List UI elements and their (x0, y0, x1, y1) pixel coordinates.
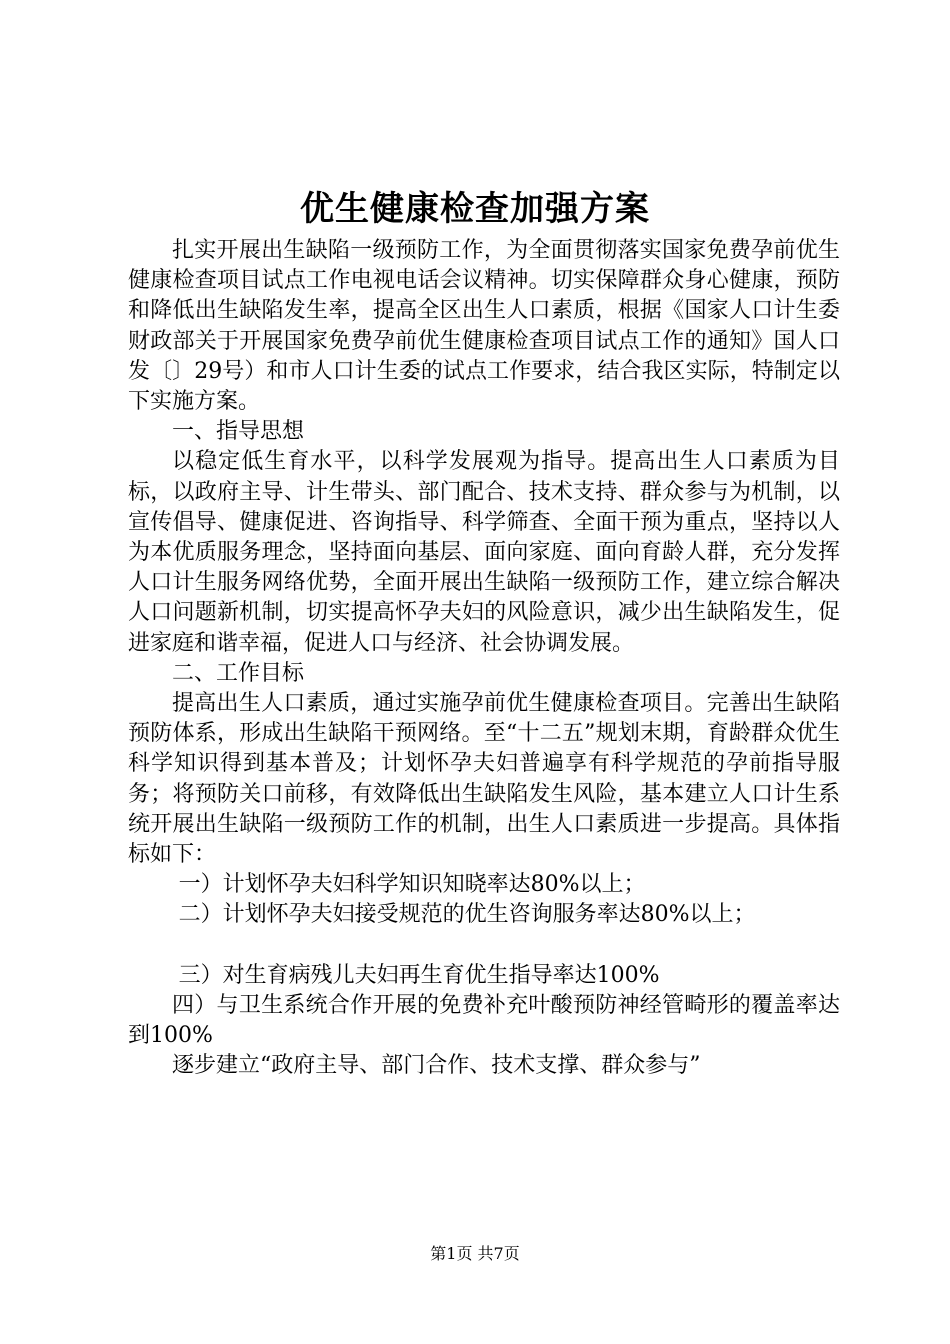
document-title: 优生健康检查加强方案 (300, 189, 650, 229)
closing-paragraph: 逐步建立“政府主导、部门合作、技术支撑、群众参与” (172, 1053, 701, 1079)
intro-paragraph: 扎实开展出生缺陷一级预防工作，为全面贯彻落实国家免费孕前优生健康检查项目试点工作电视电话会议精神。切实保障群众身心健康，预防和降低出生缺陷发生率，提高全区出生人口素质，根据《国家人口计生委财政部关于开展国家免费孕前优生健康检查项目试点工作的通知》国人口发〔〕29号）和市人口计生委的试点工作要求，结合我区实际，特制定以下实施方案。 (128, 238, 840, 415)
section-heading-work-goals: 二、工作目标 (172, 660, 305, 686)
section-heading-guiding-ideology: 一、指导思想 (172, 419, 305, 445)
page-footer: 第1页 共7页 (430, 1244, 520, 1263)
document-body (128, 236, 840, 1081)
guiding-ideology-paragraph: 以稳定低生育水平，以科学发展观为指导。提高出生人口素质为目标，以政府主导、计生带头、部门配合、技术支持、群众参与为机制，以宣传倡导、健康促进、咨询指导、科学筛查、全面干预为重点，坚持以人为本优质服务理念，坚持面向基层、面向家庭、面向育龄人群，充分发挥人口计生服务网络优势，全面开展出生缺陷一级预防工作，建立综合解决人口问题新机制，切实提高怀孕夫妇的风险意识，减少出生缺陷发生，促进家庭和谐幸福，促进人口与经济、社会协调发展。 (128, 449, 840, 656)
work-goals-paragraph: 提高出生人口素质，通过实施孕前优生健康检查项目。完善出生缺陷预防体系，形成出生缺陷干预网络。至“十二五”规划末期，育龄群众优生科学知识得到基本普及；计划怀孕夫妇普遍享有科学规范的孕前指导服务；将预防关口前移，有效降低出生缺陷发生风险，基本建立人口计生系统开展出生缺陷一级预防工作的机制，出生人口素质进一步提高。具体指标如下： (128, 691, 840, 868)
goal-item-1: 一）计划怀孕夫妇科学知识知晓率达80%以上； (178, 872, 646, 898)
goal-item-3: 三）对生育病残儿夫妇再生育优生指导率达100% (178, 962, 660, 988)
goal-item-4: 四）与卫生系统合作开展的免费补充叶酸预防神经管畸形的覆盖率达到100% (128, 992, 840, 1049)
goal-item-2: 二）计划怀孕夫妇接受规范的优生咨询服务率达80%以上； (178, 902, 756, 928)
